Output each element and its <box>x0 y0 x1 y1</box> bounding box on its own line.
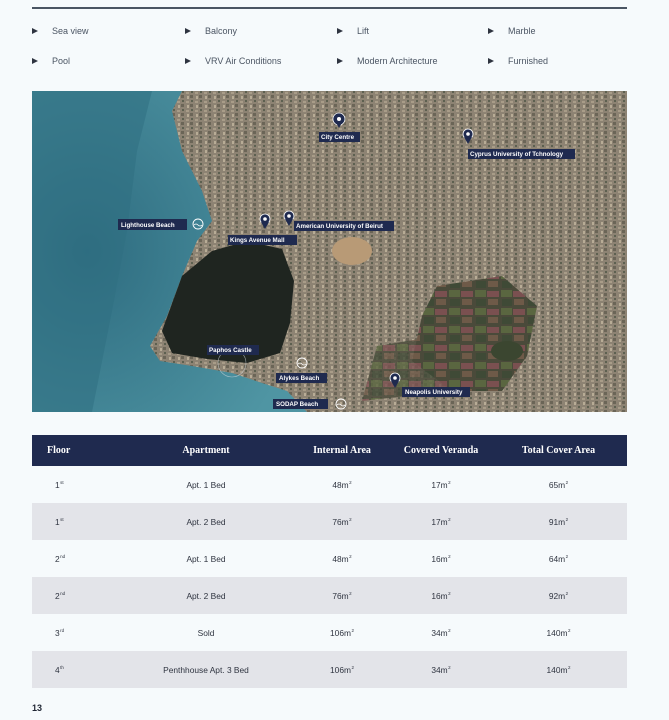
cell-apartment: Sold <box>120 614 292 651</box>
feature-label: Marble <box>508 26 536 36</box>
cell-internal-area: $48m^2$ <box>292 466 392 503</box>
table-row <box>32 614 627 651</box>
table-row <box>32 540 627 577</box>
table-row <box>32 466 627 503</box>
table-header-row <box>32 435 627 466</box>
header-total-cover-area: Total Cover Area <box>490 435 627 466</box>
feature-label: Balcony <box>205 26 238 36</box>
satellite-map <box>32 91 627 412</box>
place-label: City Centre <box>321 134 355 141</box>
feature-label: Furnished <box>508 56 549 66</box>
cell-total-cover-area: $65m^2$ <box>490 466 627 503</box>
cell-apartment: Apt. 2 Bed <box>120 577 292 614</box>
cell-floor: 2nd <box>32 577 120 614</box>
header-apartment: Apartment <box>120 435 292 466</box>
cell-apartment: Penthhouse Apt. 3 Bed <box>120 651 292 688</box>
cell-internal-area: $106m^2$ <box>292 651 392 688</box>
cell-internal-area: $48m^2$ <box>292 540 392 577</box>
place-label: SODAP Beach <box>276 401 319 408</box>
table-row <box>32 577 627 614</box>
cell-total-cover-area: $140m^2$ <box>490 651 627 688</box>
apartments-table <box>32 435 627 688</box>
cell-floor: 1st <box>32 466 120 503</box>
feature-sea-view <box>32 24 89 38</box>
triangle-bullet-icon <box>337 28 343 34</box>
place-label: Alykes Beach <box>279 375 320 382</box>
cell-total-cover-area: $64m^2$ <box>490 540 627 577</box>
place-label: Paphos Castle <box>209 347 252 354</box>
cell-covered-veranda: $17m^2$ <box>392 503 490 540</box>
triangle-bullet-icon <box>32 58 38 64</box>
triangle-bullet-icon <box>32 28 38 34</box>
table-row <box>32 503 627 540</box>
triangle-bullet-icon <box>337 58 343 64</box>
feature-label: Lift <box>357 26 370 36</box>
cell-covered-veranda: $17m^2$ <box>392 466 490 503</box>
cell-floor: 1st <box>32 503 120 540</box>
cell-internal-area: $76m^2$ <box>292 503 392 540</box>
cell-internal-area: $76m^2$ <box>292 577 392 614</box>
place-label: Cyprus University of Tchnology <box>470 151 564 158</box>
feature-vrv-air <box>185 54 281 68</box>
feature-label: Pool <box>52 56 71 66</box>
cell-covered-veranda: $16m^2$ <box>392 540 490 577</box>
feature-label: VRV Air Conditions <box>205 56 282 66</box>
cell-floor: 2nd <box>32 540 120 577</box>
feature-label: Sea view <box>52 26 89 36</box>
cell-apartment: Apt. 1 Bed <box>120 466 292 503</box>
cell-covered-veranda: $16m^2$ <box>392 577 490 614</box>
cell-covered-veranda: $34m^2$ <box>392 651 490 688</box>
cell-covered-veranda: $34m^2$ <box>392 614 490 651</box>
feature-lift <box>337 24 369 38</box>
feature-label: Modern Architecture <box>357 56 438 66</box>
cell-apartment: Apt. 2 Bed <box>120 503 292 540</box>
place-label: Lighthouse Beach <box>121 222 175 229</box>
feature-furnished <box>488 54 548 68</box>
header-covered-veranda: Covered Veranda <box>392 435 490 466</box>
features-list <box>32 20 627 76</box>
triangle-bullet-icon <box>488 58 494 64</box>
place-label: American University of Beirut <box>296 223 383 230</box>
place-label: Kings Avenue Mall <box>230 237 285 244</box>
cell-total-cover-area: $140m^2$ <box>490 614 627 651</box>
feature-modern-architecture <box>337 54 438 68</box>
cell-total-cover-area: $91m^2$ <box>490 503 627 540</box>
header-internal-area: Internal Area <box>292 435 392 466</box>
cell-total-cover-area: $92m^2$ <box>490 577 627 614</box>
top-rule <box>32 7 627 9</box>
cell-internal-area: $106m^2$ <box>292 614 392 651</box>
feature-marble <box>488 24 536 38</box>
table-row <box>32 651 627 688</box>
feature-pool <box>32 54 70 68</box>
cell-floor: 3rd <box>32 614 120 651</box>
triangle-bullet-icon <box>185 58 191 64</box>
place-label: Neapolis University <box>405 389 463 396</box>
header-floor: Floor <box>32 435 120 466</box>
triangle-bullet-icon <box>185 28 191 34</box>
cell-floor: 4th <box>32 651 120 688</box>
page-number: 13 <box>32 703 43 713</box>
feature-balcony <box>185 24 237 38</box>
triangle-bullet-icon <box>488 28 494 34</box>
cell-apartment: Apt. 1 Bed <box>120 540 292 577</box>
